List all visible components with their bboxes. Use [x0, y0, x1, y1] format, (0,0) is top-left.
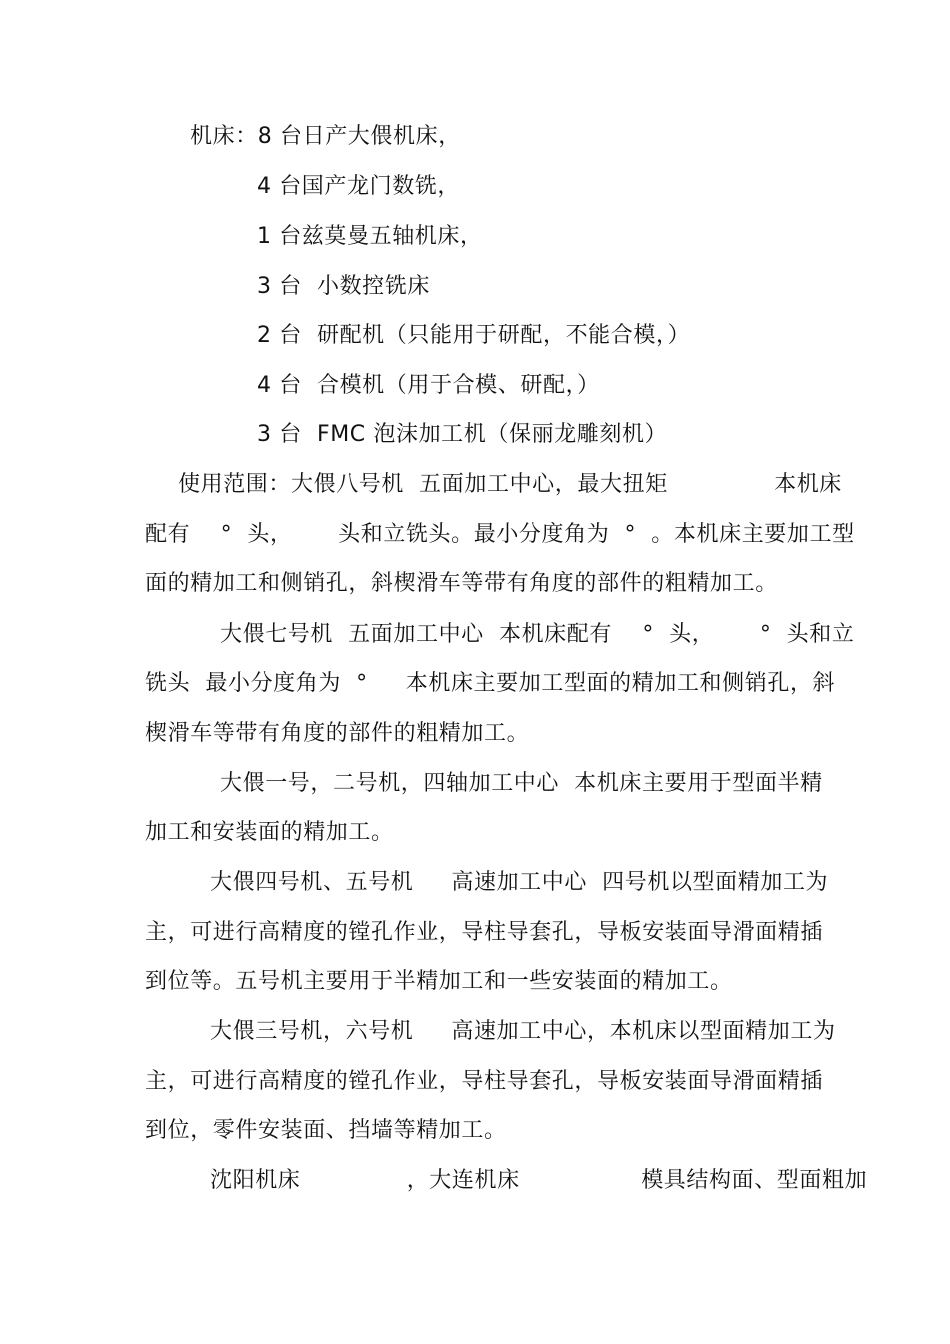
text-line: 主，可进行高精度的镗孔作业，导柱导套孔，导板安装面导滑面精插: [145, 920, 824, 945]
text-line: 沈阳机床 ，大连机床 模具结构面、型面粗加: [210, 1168, 868, 1193]
text-line: 3 台 小数控铣床: [257, 274, 430, 299]
text-line: 3 台 FMC 泡沫加工机（保丽龙雕刻机）: [257, 422, 668, 447]
text-line: 加工和安装面的精加工。: [145, 820, 394, 845]
text-line: 4 台国产龙门数铣，: [257, 174, 460, 199]
text-line: 1 台兹莫曼五轴机床，: [257, 224, 483, 249]
text-line: 大偎四号机、五号机 高速加工中心 四号机以型面精加工为: [210, 870, 829, 895]
text-line: 主，可进行高精度的镗孔作业，导柱导套孔，导板安装面导滑面精插: [145, 1069, 824, 1094]
text-line: 大偎七号机 五面加工中心 本机床配有 ° 头， ° 头和立: [220, 622, 855, 647]
text-line: 到位等。五号机主要用于半精加工和一些安装面的精加工。: [145, 969, 733, 994]
text-line: 面的精加工和侧销孔，斜楔滑车等带有角度的部件的粗精加工。: [145, 571, 778, 596]
text-line: 大偎三号机，六号机 高速加工中心，本机床以型面精加工为: [210, 1019, 836, 1044]
text-line: 2 台 研配机（只能用于研配，不能合模，）: [257, 323, 691, 348]
text-line: 使用范围：大偎八号机 五面加工中心，最大扭矩 本机床: [178, 472, 842, 497]
text-line: 机床：8 台日产大偎机床，: [190, 124, 461, 149]
text-line: 大偎一号，二号机，四轴加工中心 本机床主要用于型面半精: [220, 771, 823, 796]
text-line: 铣头 最小分度角为 ° 本机床主要加工型面的精加工和侧销孔，斜: [145, 671, 836, 696]
text-line: 到位，零件安装面、挡墙等精加工。: [145, 1118, 507, 1143]
text-line: 配有 ° 头， 头和立铣头。最小分度角为 ° 。本机床主要加工型: [145, 522, 855, 547]
text-line: 4 台 合模机（用于合模、研配，）: [257, 373, 600, 398]
text-line: 楔滑车等带有角度的部件的粗精加工。: [145, 721, 530, 746]
